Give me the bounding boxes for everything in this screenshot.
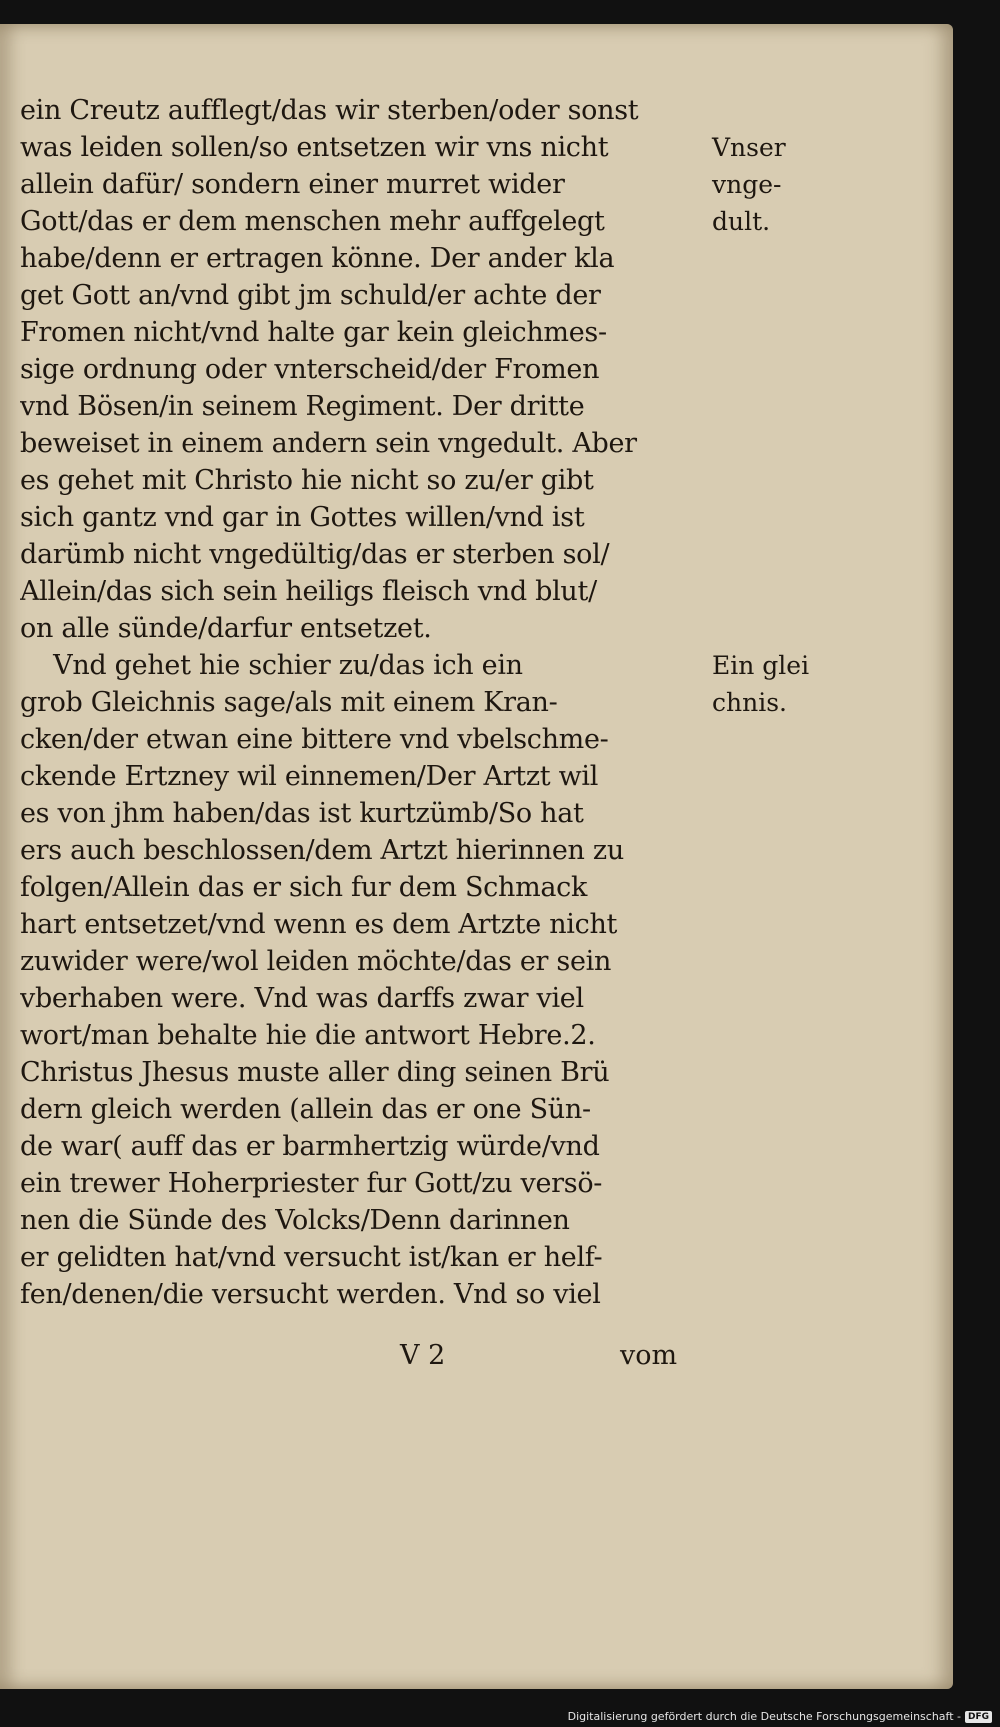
text-line: zuwider were/wol leiden möchte/das er sein (20, 946, 612, 977)
margin-note-vngedult (712, 129, 842, 240)
text-line: sich gantz vnd gar in Gottes willen/vnd ist (20, 502, 585, 533)
signature-mark: V 2 (400, 1340, 446, 1371)
text-line: ein trewer Hoherpriester fur Gott/zu versö- (20, 1168, 603, 1199)
text-line: ckende Ertzney wil einnemen/Der Artzt wil (20, 761, 599, 792)
text-line: Vnd gehet hie schier zu/das ich ein (20, 650, 523, 681)
text-line: Gott/das er dem menschen mehr auffgelegt (20, 206, 605, 237)
margin-note-gleichnis (712, 647, 842, 721)
text-line: beweiset in einem andern sein vngedult. Aber (20, 428, 637, 459)
text-line: hart entsetzet/vnd wenn es dem Artzte nicht (20, 909, 618, 940)
text-line: allein dafür/ sondern einer murret wider (20, 169, 565, 200)
body-text (20, 92, 720, 1313)
margin-note-line: vnge- (712, 170, 782, 199)
text-line: cken/der etwan eine bittere vnd vbelschme- (20, 724, 609, 755)
text-line: er gelidten hat/vnd versucht ist/kan er helf- (20, 1242, 603, 1273)
text-line: dern gleich werden (allein das er one Sün- (20, 1094, 591, 1125)
text-line: de war( auff das er barmhertzig würde/vnd (20, 1131, 600, 1162)
text-line: on alle sünde/darfur entsetzet. (20, 613, 432, 644)
text-line: ers auch beschlossen/dem Artzt hierinnen zu (20, 835, 624, 866)
text-line: darümb nicht vngedültig/das er sterben sol/ (20, 539, 610, 570)
book-page (0, 24, 953, 1689)
text-line: vnd Bösen/in seinem Regiment. Der dritte (20, 391, 585, 422)
text-line: Allein/das sich sein heiligs fleisch vnd blut/ (20, 576, 597, 607)
catchword: vom (620, 1340, 678, 1371)
text-line: ein Creutz aufflegt/das wir sterben/oder sonst (20, 95, 639, 126)
text-line: vberhaben were. Vnd was darffs zwar viel (20, 983, 584, 1014)
text-line: es gehet mit Christo hie nicht so zu/er gibt (20, 465, 594, 496)
text-line: nen die Sünde des Volcks/Denn darinnen (20, 1205, 570, 1236)
text-line: get Gott an/vnd gibt jm schuld/er achte der (20, 280, 601, 311)
text-line: was leiden sollen/so entsetzen wir vns nicht (20, 132, 609, 163)
digitization-credit (568, 1710, 992, 1723)
text-line: sige ordnung oder vnterscheid/der Fromen (20, 354, 600, 385)
margin-note-line: chnis. (712, 688, 787, 717)
margin-note-line: Ein glei (712, 651, 810, 680)
text-line: fen/denen/die versucht werden. Vnd so viel (20, 1279, 601, 1310)
text-line: wort/man behalte hie die antwort Hebre.2. (20, 1020, 596, 1051)
margin-note-line: dult. (712, 207, 771, 236)
text-line: folgen/Allein das er sich fur dem Schmack (20, 872, 588, 903)
text-line: grob Gleichnis sage/als mit einem Kran- (20, 687, 558, 718)
text-line: habe/denn er ertragen könne. Der ander kla (20, 243, 615, 274)
credit-text: Digitalisierung gefördert durch die Deutsche Forschungsgemeinschaft - (567, 1710, 961, 1723)
text-line: es von jhm haben/das ist kurtzümb/So hat (20, 798, 584, 829)
dfg-logo-icon: DFG (965, 1711, 992, 1723)
text-line: Fromen nicht/vnd halte gar kein gleichmes- (20, 317, 607, 348)
text-line: Christus Jhesus muste aller ding seinen Brü (20, 1057, 610, 1088)
margin-note-line: Vnser (712, 133, 786, 162)
